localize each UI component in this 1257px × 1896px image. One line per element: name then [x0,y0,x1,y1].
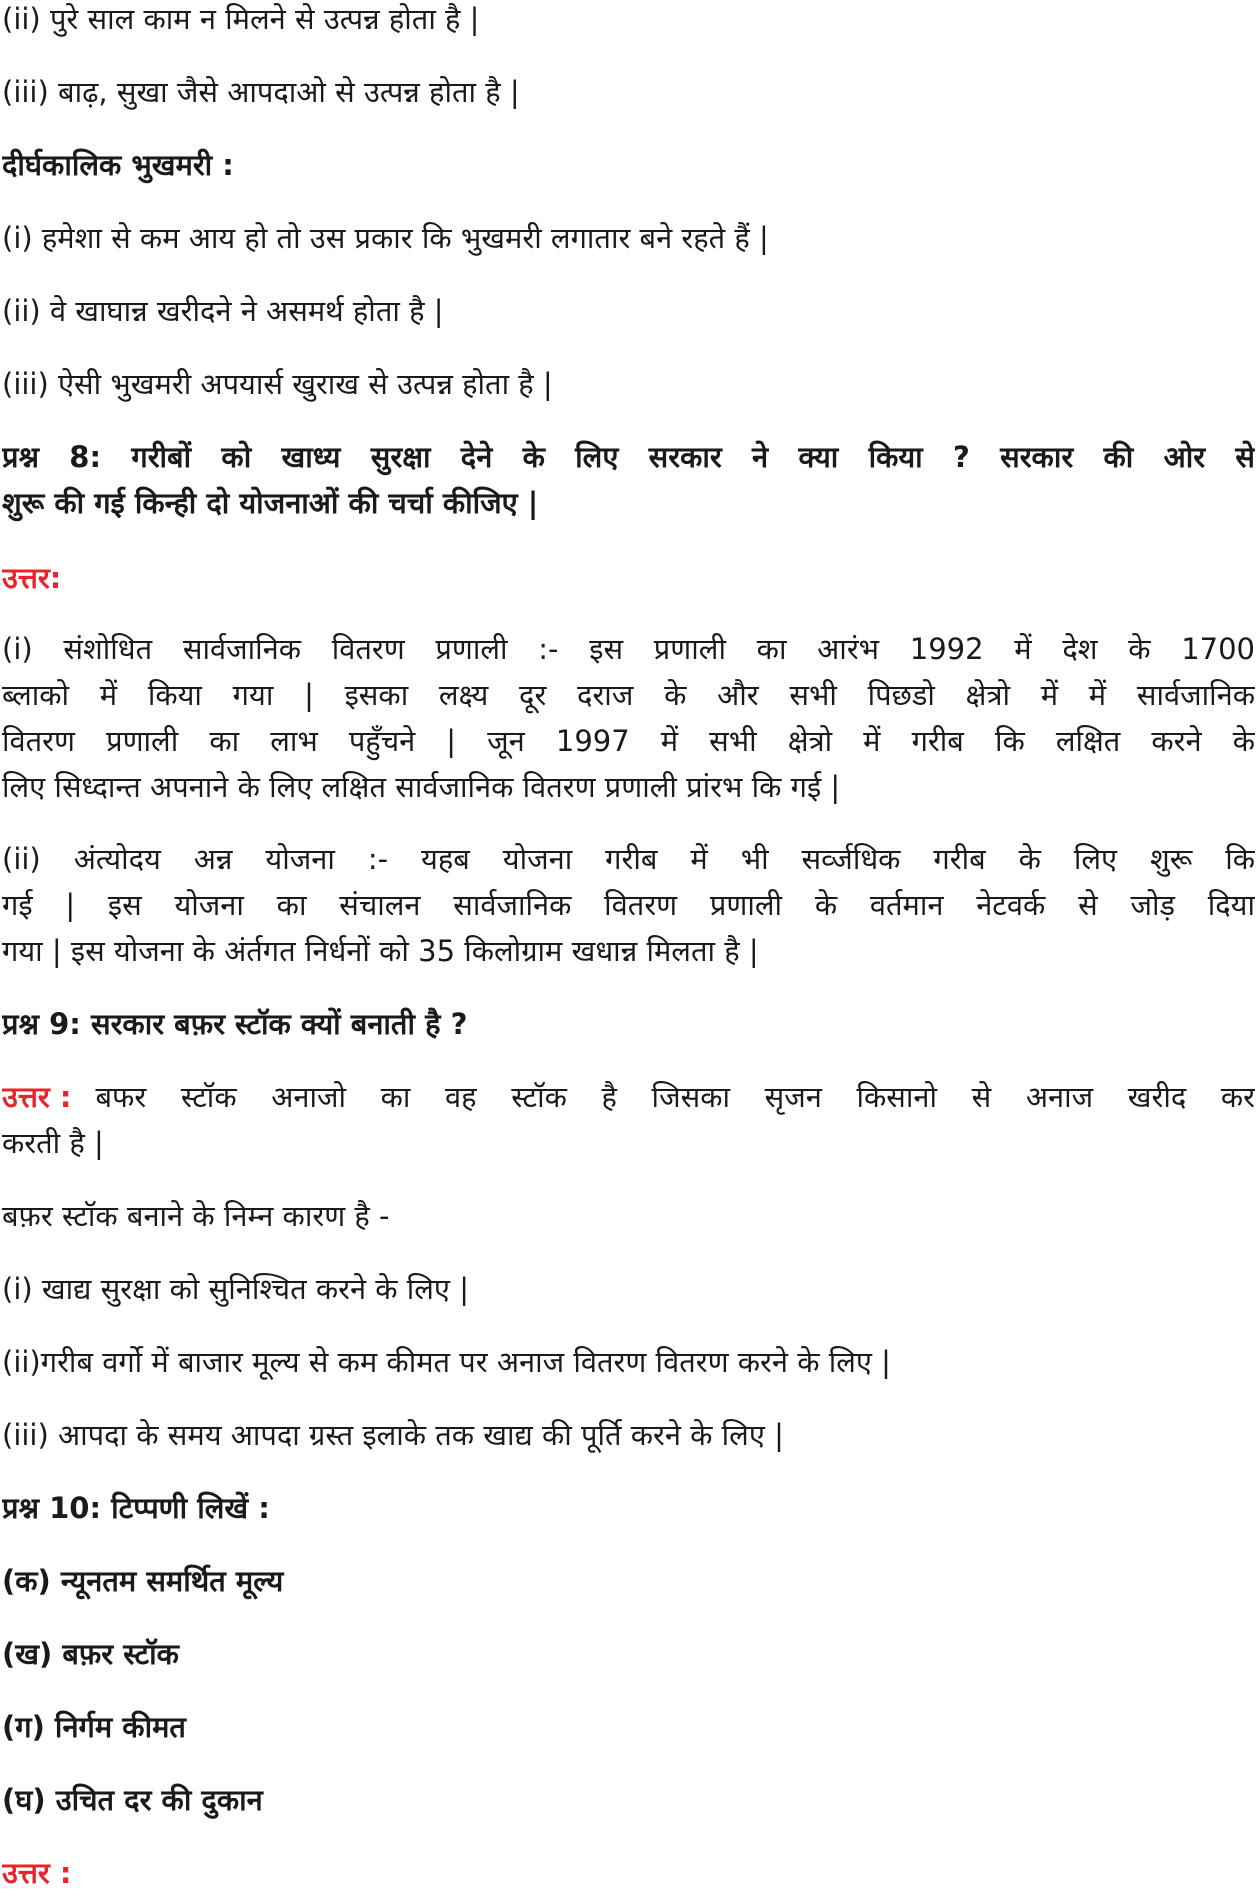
chronic-item-2: (ii) पुरे साल काम न मिलने से उत्पन्न होता है | [2,2,480,36]
q8-p1-line-2: ब्लाको में किया गया | इसका लक्ष्य दूर दराज के और सभी पिछडो क्षेत्रो में में सार्वजानिक [2,678,1255,712]
q10-item-kha: (ख) बफ़र स्टॉक [2,1637,179,1671]
q10-item-gha: (घ) उचित दर की दुकान [2,1783,263,1817]
q8-p1-line-3: वितरण प्रणाली का लाभ पहुँचने | जून 1997 में सभी क्षेत्रो में गरीब कि लक्षित करने के [2,724,1255,758]
q9-answer-label: उत्तर : [2,1080,72,1114]
q9-question: प्रश्न 9: सरकार बफ़र स्टॉक क्यों बनाती है ? [2,1007,468,1041]
long-term-item-2: (ii) वे खाघान्न खरीदने ने असमर्थ होता है | [2,294,444,328]
q8-answer-label: उत्तर: [2,561,62,595]
q9-answer-line-1 [2,1074,1255,1120]
q8-p2-line-3: गया | इस योजना के अंर्तगत निर्धनों को 35 किलोग्राम खधान्न मिलता है | [2,934,759,968]
q9-reason-1: (i) खाद्य सुरक्षा को सुनिश्चित करने के लिए | [2,1272,469,1306]
q8-p1-line-4: लिए सिध्दान्त अपनाने के लिए लक्षित सार्वजानिक वितरण प्रणाली प्रांरभ कि गई | [2,770,841,804]
q8-p1-line-1: (i) संशोधित सार्वजानिक वितरण प्रणाली :- इस प्रणाली का आरंभ 1992 में देश के 1700 [2,632,1255,666]
q8-question-line-1: प्रश्न 8: गरीबों को खाध्य सुरक्षा देने के लिए सरकार ने क्या किया ? सरकार की ओर से [2,440,1255,474]
q9-reason-2: (ii)गरीब वर्गो में बाजार मूल्य से कम कीमत पर अनाज वितरण वितरण करने के लिए | [2,1345,891,1379]
long-term-item-1: (i) हमेशा से कम आय हो तो उस प्रकार कि भुखमरी लगातार बने रहते हैं | [2,221,769,255]
q10-answer-label: उत्तर : [2,1856,72,1890]
q10-question: प्रश्न 10: टिप्पणी लिखें : [2,1491,270,1525]
q9-reasons-intro: बफ़र स्टॉक बनाने के निम्न कारण है - [2,1199,390,1233]
q8-p2-line-2: गई | इस योजना का संचालन सार्वजानिक वितरण प्रणाली के वर्तमान नेटवर्क से जोड़ दिया [2,888,1255,922]
long-term-item-3: (iii) ऐसी भुखमरी अपयार्स खुराख से उत्पन्न होता है | [2,367,553,401]
chronic-item-3: (iii) बाढ़, सुखा जैसे आपदाओ से उत्पन्न होता है | [2,75,520,109]
q9-reason-3: (iii) आपदा के समय आपदा ग्रस्त इलाके तक खाद्य की पूर्ति करने के लिए | [2,1418,784,1452]
q8-question-line-2: शुरू की गई किन्ही दो योजनाओं की चर्चा कीजिए | [2,486,539,520]
q9-answer-text: बफर स्टॉक अनाजो का वह स्टॉक है जिसका सृजन किसानो से अनाज खरीद कर [95,1080,1255,1114]
q9-answer-line-2: करती है | [2,1126,104,1160]
q10-item-ga: (ग) निर्गम कीमत [2,1710,186,1744]
q10-item-ka: (क) न्यूनतम समर्थित मूल्य [2,1564,284,1598]
q8-p2-line-1: (ii) अंत्योदय अन्न योजना :- यहब योजना गरीब में भी सर्व्जधिक गरीब के लिए शुरू कि [2,842,1255,876]
long-term-heading: दीर्घकालिक भुखमरी : [2,148,234,182]
